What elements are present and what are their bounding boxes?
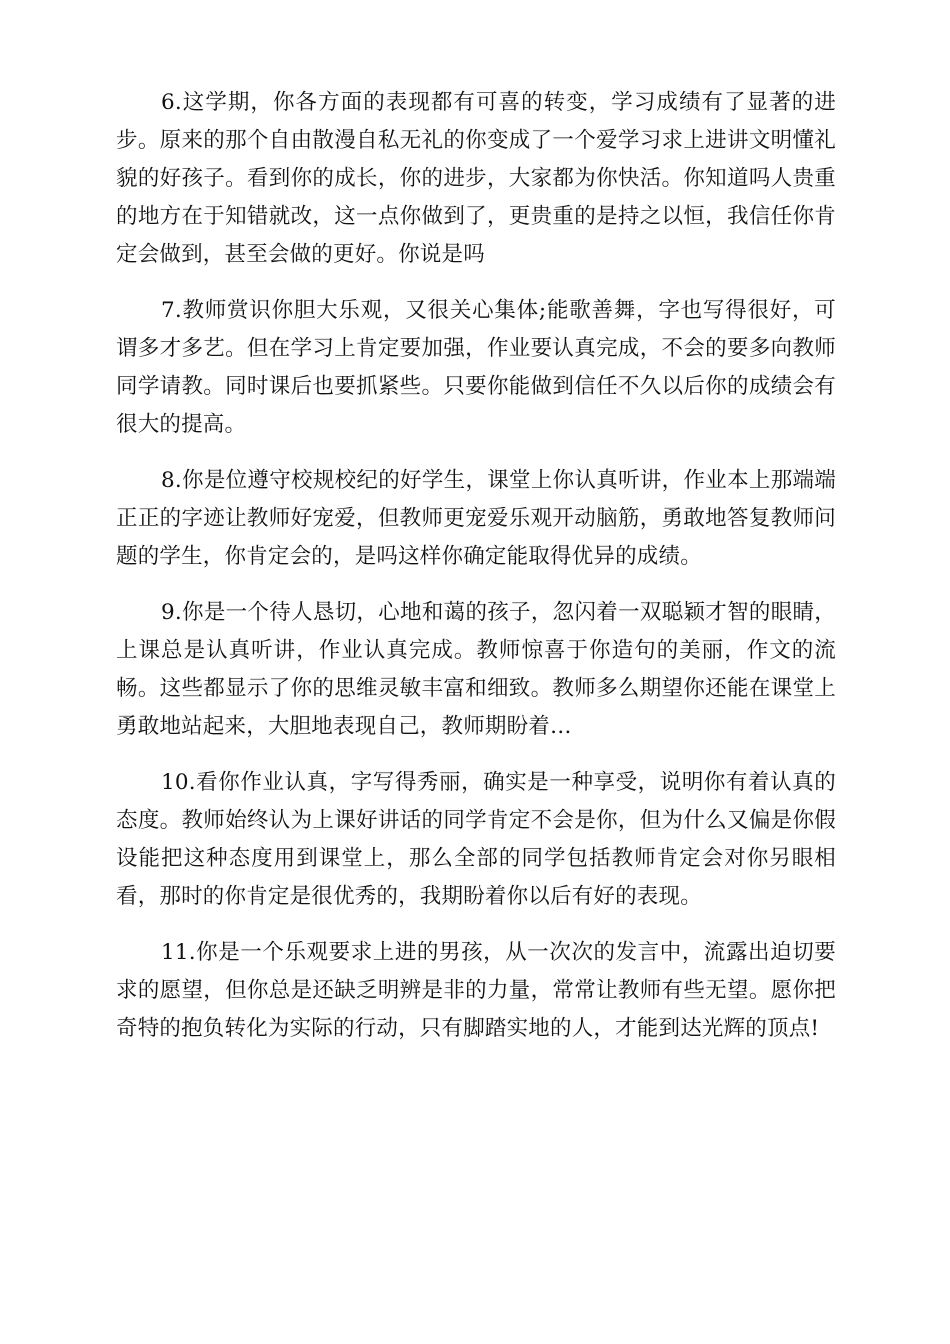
comment-paragraph-8: 8.你是位遵守校规校纪的好学生，课堂上你认真听讲，作业本上那端端正正的字迹让教师好宠爱，但教师更宠爱乐观开动脑筋，勇敢地答复教师问题的学生，你肯定会的，是吗这样你确定能取得优异的成绩。: [116, 468, 836, 569]
comment-paragraph-11: 11.你是一个乐观要求上进的男孩，从一次次的发言中，流露出迫切要求的愿望，但你总是还缺乏明辨是非的力量，常常让教师有些无望。愿你把奇特的抱负转化为实际的行动，只有脚踏实地的人，才能到达光辉的顶点!: [116, 940, 836, 1041]
document-body: [116, 84, 836, 1066]
comment-paragraph-9: 9.你是一个待人恳切，心地和蔼的孩子，忽闪着一双聪颖才智的眼睛，上课总是认真听讲，作业认真完成。教师惊喜于你造句的美丽，作文的流畅。这些都显示了你的思维灵敏丰富和细致。教师多么期望你还能在课堂上勇敢地站起来，大胆地表现自己，教师期盼着…: [116, 600, 836, 739]
comment-paragraph-6: 6.这学期，你各方面的表现都有可喜的转变，学习成绩有了显著的进步。原来的那个自由散漫自私无礼的你变成了一个爱学习求上进讲文明懂礼貌的好孩子。看到你的成长，你的进步，大家都为你快活。你知道吗人贵重的地方在于知错就改，这一点你做到了，更贵重的是持之以恒，我信任你肯定会做到，甚至会做的更好。你说是吗: [116, 90, 836, 267]
comment-paragraph-7: 7.教师赏识你胆大乐观，又很关心集体;能歌善舞，字也写得很好，可谓多才多艺。但在学习上肯定要加强，作业要认真完成，不会的要多向教师同学请教。同时课后也要抓紧些。只要你能做到信任不久以后你的成绩会有很大的提高。: [116, 298, 836, 437]
comment-paragraph-10: 10.看你作业认真，字写得秀丽，确实是一种享受，说明你有着认真的态度。教师始终认为上课好讲话的同学肯定不会是你，但为什么又偏是你假设能把这种态度用到课堂上，那么全部的同学包括教师肯定会对你另眼相看，那时的你肯定是很优秀的，我期盼着你以后有好的表现。: [116, 770, 836, 909]
